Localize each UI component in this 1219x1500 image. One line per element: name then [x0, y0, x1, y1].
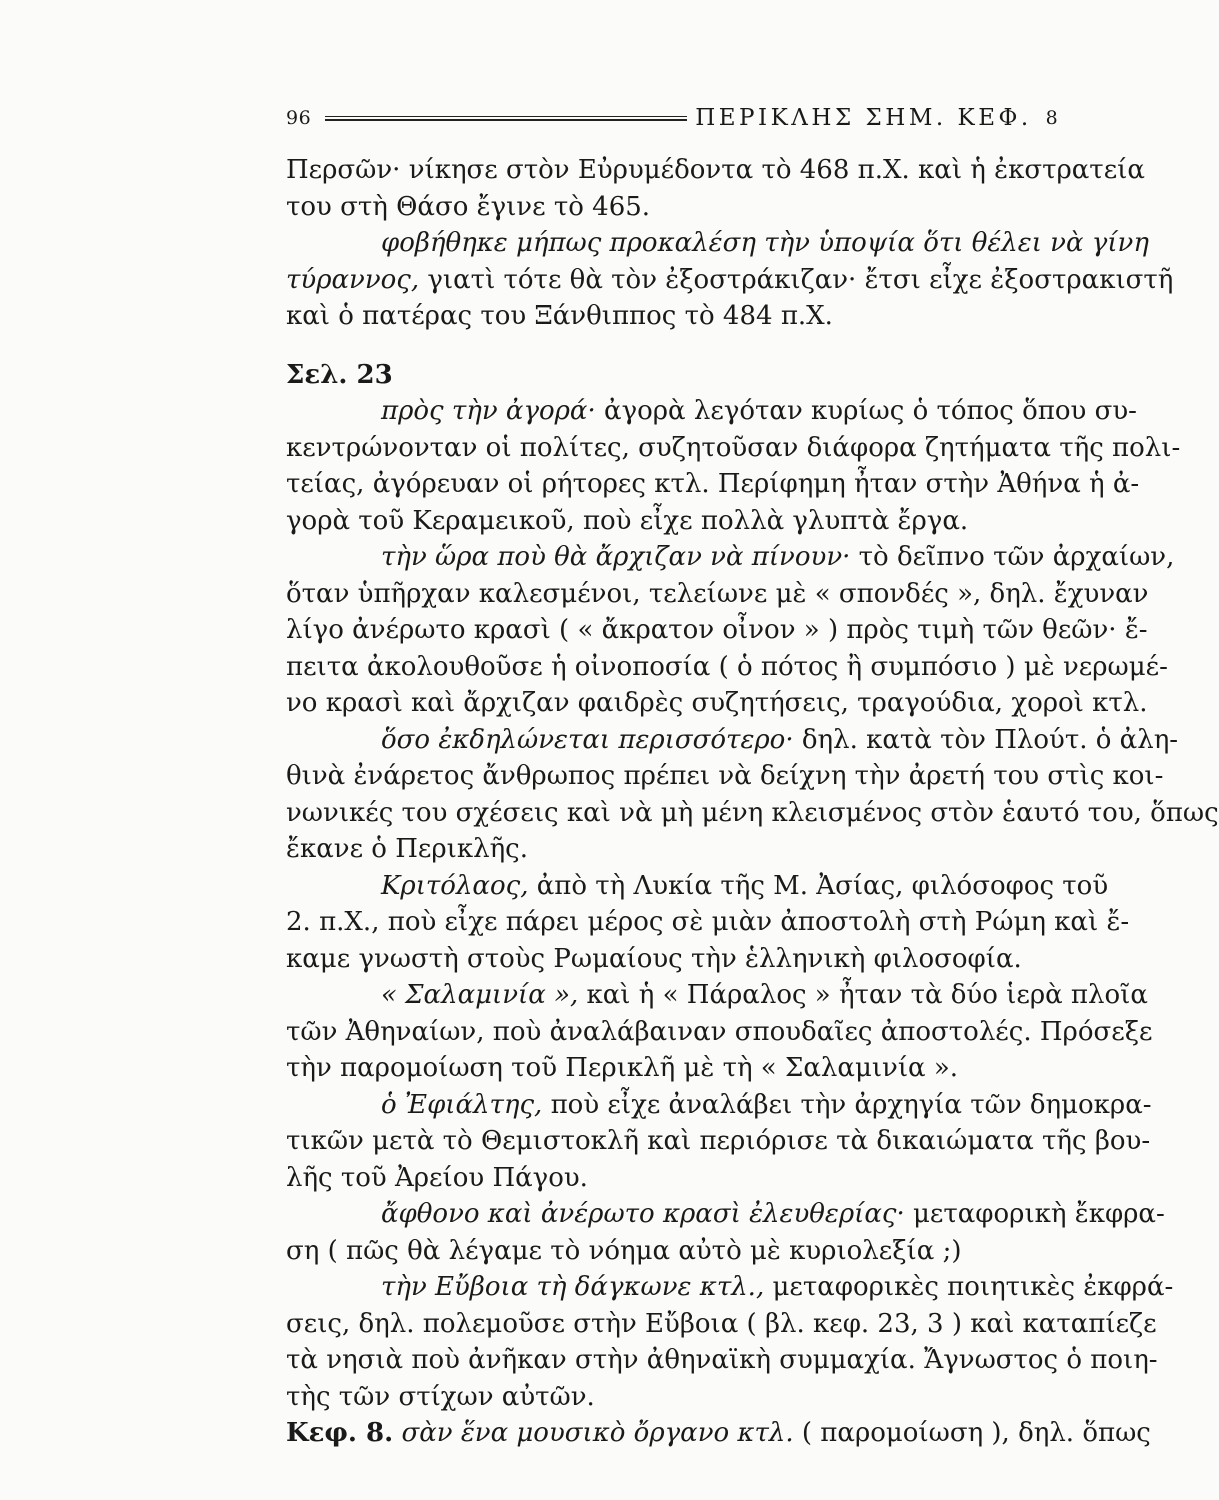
text-line	[286, 225, 1149, 262]
gloss-term: ἄφθονο καὶ ἀνέρωτο κρασὶ ἐλευθερίας·	[381, 1199, 905, 1229]
gloss-term: φοβήθηκε μήπως προκαλέση τὴν ὑποψία ὅτι θέλει νὰ γίνη	[381, 228, 1149, 258]
text-line: καὶ ὁ πατέρας του Ξάνθιππος τὸ 484 π.Χ.	[286, 301, 833, 331]
text-line: τὴς τῶν στίχων αὐτῶν.	[286, 1381, 595, 1412]
text-line: τῶν Ἀθηναίων, ποὺ ἀναλάβαιναν σπουδαῖες ἀποστολές. Πρόσεξε	[286, 1016, 1153, 1047]
text-line: ὅταν ὑπῆρχαν καλεσμένοι, τελείωνε μὲ « σπονδές », δηλ. ἔχυναν	[286, 578, 1149, 609]
text-line: πρὸς τὴν ἀγορά· ἀγορὰ λεγόταν κυρίως ὁ τόπος ὅπου συ-	[381, 396, 1137, 426]
text-line: νωνικές του σχέσεις καὶ νὰ μὴ μένη κλεισμένος στὸν ἑαυτό του, ὅπως	[286, 797, 1219, 828]
text-line: του στὴ Θάσο ἔγινε τὸ 465.	[286, 191, 651, 222]
text-line: 2. π.Χ., ποὺ εἶχε πάρει μέρος σὲ μιὰν ἀποστολὴ στὴ Ρώμη καὶ ἔ-	[286, 907, 1130, 937]
gloss-term: σὰν ἕνα μουσικὸ ὄργανο κτλ.	[401, 1418, 794, 1448]
text-line: νο κρασὶ καὶ ἄρχιζαν φαιδρὲς συζητήσεις, τραγούδια, χοροὶ κτλ.	[286, 688, 1148, 718]
text-line: τὴν Εὔβοια τὴ δάγκωνε κτλ., μεταφορικὲς ποιητικὲς ἐκφρά-	[381, 1272, 1174, 1302]
running-title: ΠΕΡΙΚΛΗΣ ΣΗΜ. ΚΕΦ.	[695, 105, 1032, 131]
text-line: σεις, δηλ. πολεμοῦσε στὴν Εὔβοια ( βλ. κεφ. 23, 3 ) καὶ καταπίεζε	[286, 1308, 1157, 1339]
gloss-term: τὴν ὥρα ποὺ θὰ ἄρχιζαν νὰ πίνουν·	[381, 542, 851, 572]
text-line: ὁ Ἐφιάλτης, ποὺ εἶχε ἀναλάβει τὴν ἀρχηγία τῶν δημοκρα-	[381, 1089, 1152, 1120]
text-line: ση ( πῶς θὰ λέγαμε τὸ νόημα αὐτὸ μὲ κυριολεξία ;)	[286, 1235, 962, 1266]
header-double-rule	[325, 116, 687, 121]
text-line: κεντρώνονταν οἱ πολίτες, συζητοῦσαν διάφορα ζητήματα τῆς πολι-	[286, 432, 1181, 463]
text-line: τὰ νησιὰ ποὺ ἀνῆκαν στὴν ἀθηναϊκὴ συμμαχία. Ἄγνωστος ὁ ποιη-	[286, 1345, 1158, 1375]
gloss-term: ὅσο ἐκδηλώνεται περισσότερο·	[381, 724, 794, 755]
text-line: Περσῶν· νίκησε στὸν Εὐρυμέδοντα τὸ 468 π.Χ. καὶ ἡ ἐκστρατεία	[286, 155, 1145, 185]
text-line: ὅσο ἐκδηλώνεται περισσότερο· δηλ. κατὰ τὸν Πλούτ. ὁ ἀλη-	[381, 724, 1179, 755]
text-line: ἔκανε ὁ Περικλῆς.	[286, 834, 528, 864]
gloss-term: ὁ Ἐφιάλτης,	[381, 1089, 543, 1120]
gloss-term: « Σαλαμινία »,	[381, 980, 579, 1010]
text-line: ἄφθονο καὶ ἀνέρωτο κρασὶ ἐλευθερίας· μεταφορικὴ ἔκφρα-	[381, 1199, 1165, 1229]
text-line: τύραννος, γιατὶ τότε θὰ τὸν ἐξοστράκιζαν· ἔτσι εἶχε ἐξοστρακιστῆ	[286, 264, 1174, 295]
text-line: θινὰ ἐνάρετος ἄνθρωπος πρέπει νὰ δείχνη τὴν ἀρετή του στὶς κοι-	[286, 761, 1164, 791]
page-body	[286, 152, 1219, 1452]
text-line: λίγο ἀνέρωτο κρασὶ ( « ἄκρατον οἶνον » ) πρὸς τιμὴ τῶν θεῶν· ἔ-	[286, 615, 1148, 645]
text-line: Κριτόλαος, ἀπὸ τὴ Λυκία τῆς Μ. Ἀσίας, φιλόσοφος τοῦ	[381, 870, 1109, 901]
text-line: τὴν παρομοίωση τοῦ Περικλῆ μὲ τὴ « Σαλαμινία ».	[286, 1053, 959, 1083]
chapter-heading: Κεφ. 8.	[286, 1418, 394, 1448]
text-line: πειτα ἀκολουθοῦσε ἡ οἰνοποσία ( ὁ πότος ἢ συμπόσιο ) μὲ νερωμέ-	[286, 651, 1168, 682]
chapter-number: 8	[1045, 107, 1058, 129]
text-line: τικῶν μετὰ τὸ Θεμιστοκλῆ καὶ περιόρισε τὰ δικαιώματα τῆς βου-	[286, 1126, 1151, 1156]
text-line: γορὰ τοῦ Κεραμεικοῦ, ποὺ εἶχε πολλὰ γλυπτὰ ἔργα.	[286, 505, 969, 536]
gloss-term: τὴν Εὔβοια τὴ δάγκωνε κτλ.,	[381, 1272, 765, 1302]
text-line: τὴν ὥρα ποὺ θὰ ἄρχιζαν νὰ πίνουν· τὸ δεῖπνο τῶν ἀρχαίων,	[381, 542, 1175, 572]
text-line: τείας, ἀγόρευαν οἱ ρήτορες κτλ. Περίφημη ἦταν στὴν Ἀθήνα ἡ ἀ-	[286, 469, 1140, 499]
section-heading: Σελ. 23	[286, 359, 393, 390]
running-header	[286, 103, 1096, 133]
text-line: « Σαλαμινία », καὶ ἡ « Πάραλος » ἦταν τὰ δύο ἱερὰ πλοῖα	[381, 980, 1148, 1010]
gloss-term: Κριτόλαος,	[381, 870, 529, 901]
text-line: καμε γνωστὴ στοὺς Ρωμαίους τὴν ἑλληνικὴ φιλοσοφία.	[286, 943, 1022, 974]
text-line: Κεφ. 8. σὰν ἕνα μουσικὸ ὄργανο κτλ. ( παρομοίωση ), δηλ. ὅπως	[286, 1418, 1151, 1448]
gloss-term: τύραννος,	[286, 264, 420, 295]
page-number: 96	[286, 107, 312, 129]
gloss-term: πρὸς τὴν ἀγορά·	[381, 396, 596, 426]
text-line: λῆς τοῦ Ἀρείου Πάγου.	[286, 1162, 588, 1193]
